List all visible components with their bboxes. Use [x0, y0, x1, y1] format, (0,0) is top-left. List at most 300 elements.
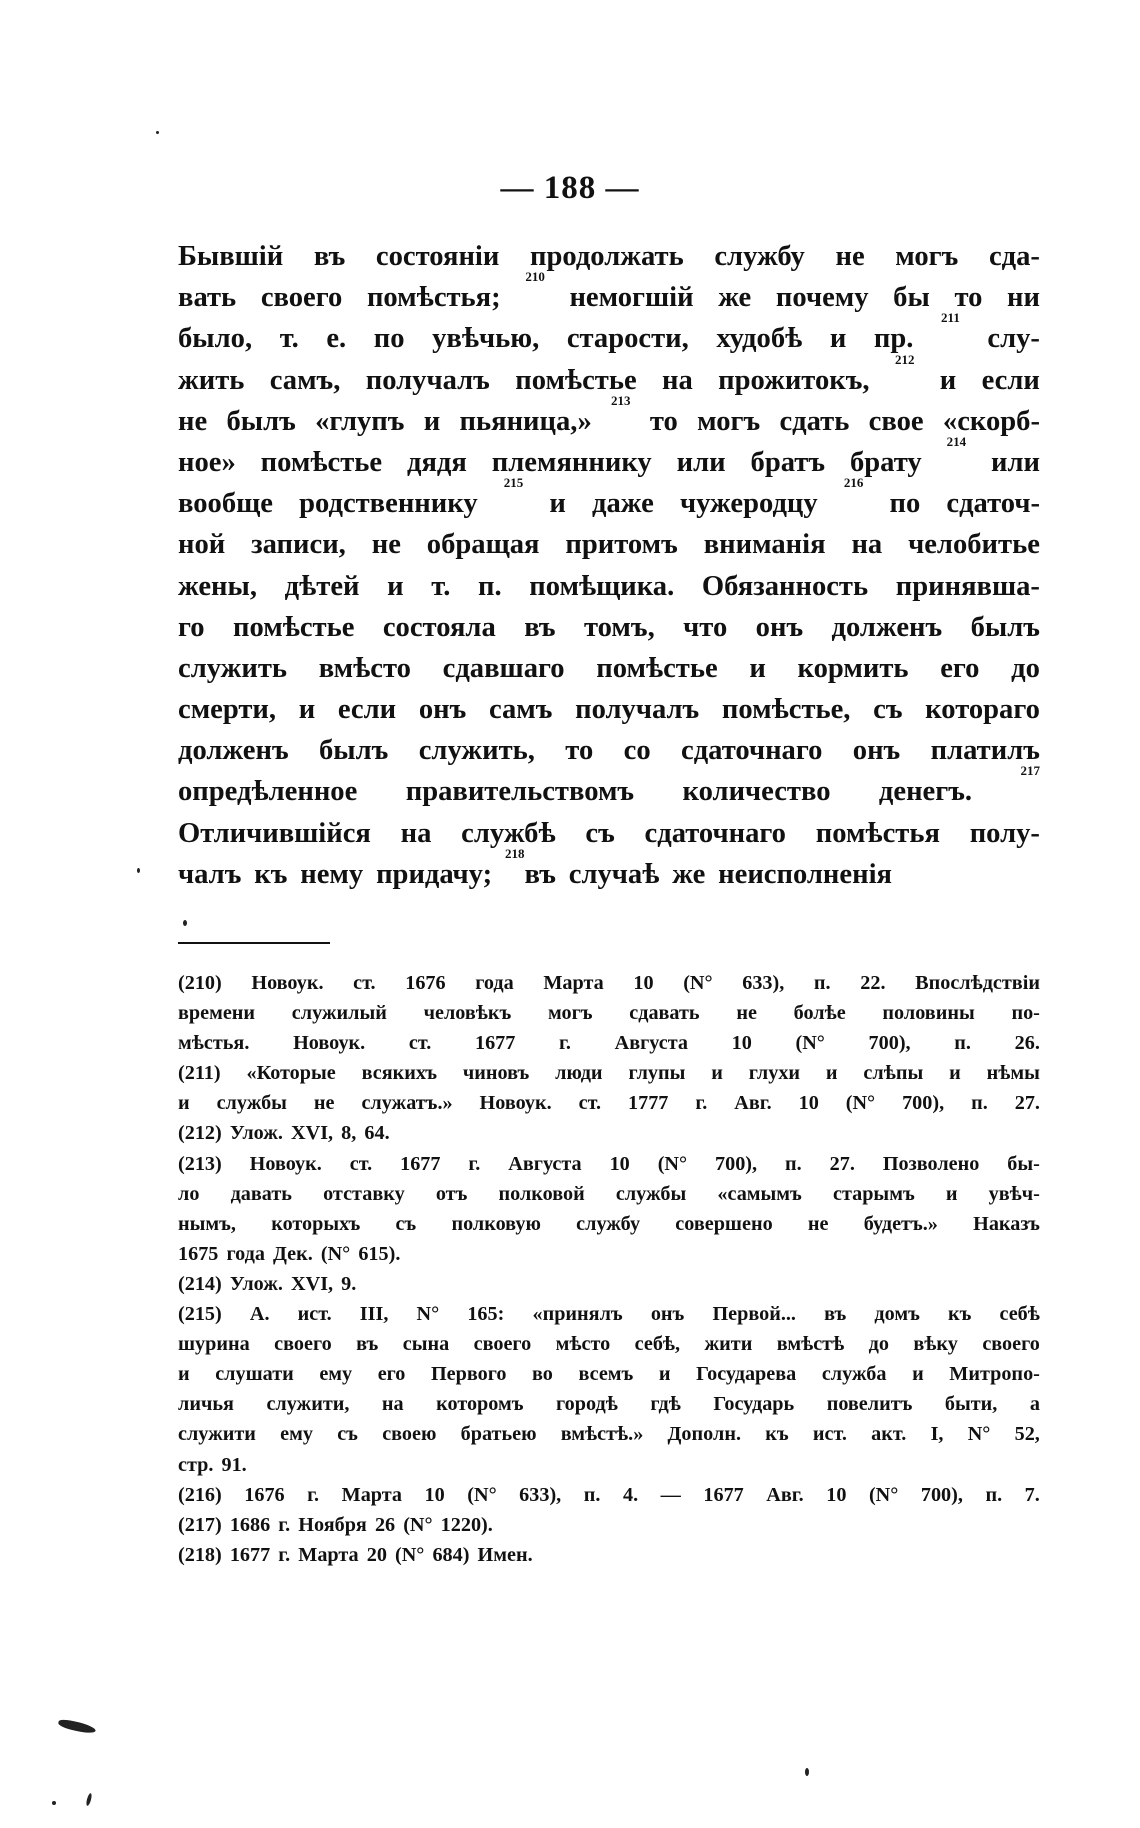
main-text-word: же [672, 858, 706, 890]
footnote-word: сына [402, 1333, 450, 1356]
footnote-word: вмѣстѣ.» [560, 1423, 644, 1446]
footnote-word: акт. [871, 1423, 907, 1446]
footnote-word: мѣсто [555, 1333, 611, 1356]
footnote-word: Улож. [229, 1272, 283, 1295]
footnote-word: въ [356, 1333, 379, 1356]
footnote-word: (N° [657, 1152, 688, 1175]
footnote-word: будетъ.» [863, 1212, 938, 1235]
main-text-word: Обязанность [701, 570, 869, 602]
main-text-word: состояніи [375, 241, 500, 272]
footnote-word: «принялъ [532, 1303, 623, 1326]
footnote-word: (214) [178, 1272, 222, 1295]
footnote-word: вмѣстѣ [776, 1333, 845, 1356]
main-text-word: е. [326, 323, 347, 355]
footnote-word: 684) [432, 1543, 470, 1566]
main-text-word: вообще [178, 488, 273, 520]
footnote-word: Новоук. [479, 1092, 552, 1115]
main-text-word: служить [178, 652, 288, 684]
main-text-word: долженъ [178, 735, 289, 767]
footnote-word: старымъ [832, 1182, 915, 1205]
footnote-word: гдѣ [650, 1393, 681, 1416]
footnote-line [178, 1149, 1040, 1179]
main-text-word: неисполненія [718, 858, 892, 890]
footnote-word: вѣку [913, 1333, 958, 1356]
footnote-word: — [660, 1483, 681, 1506]
main-text-word: вать [178, 282, 237, 314]
main-text-word: пр. [873, 323, 914, 355]
footnote-word: глупы [628, 1062, 686, 1085]
footnote-word: 7. [1024, 1483, 1040, 1506]
footnote-word: своею [382, 1423, 437, 1446]
footnote-word: не [807, 1212, 829, 1235]
footnote-word: Наказъ [973, 1212, 1040, 1235]
footnote-line [178, 1359, 1040, 1389]
footnote-line [178, 1389, 1040, 1419]
main-text-word: слу- [987, 323, 1040, 355]
footnote-word: служба [821, 1363, 887, 1386]
footnote-word: сдавать [629, 1002, 700, 1025]
main-text-word: жить [178, 364, 245, 396]
footnote-word: N° [416, 1303, 440, 1326]
footnote-word: службу [576, 1212, 641, 1235]
footnote-word: глухи [748, 1062, 801, 1085]
main-text-word: не [178, 405, 208, 437]
footnote-word: 1677 [474, 1032, 516, 1055]
main-text-word: же [718, 282, 752, 314]
footnote-word: 165: [467, 1303, 505, 1326]
footnote-word: (216) [178, 1483, 222, 1506]
footnote-word: 1675 [178, 1242, 219, 1265]
main-text-word: и [939, 364, 957, 396]
main-text-word: помѣстья [815, 817, 940, 849]
main-text-word: Отличившійся [178, 817, 371, 849]
footnote-word: (218) [178, 1543, 222, 1566]
main-text-word: съ [585, 817, 615, 849]
footnote-word: Новоук. [249, 1152, 322, 1175]
footnote-line [178, 1028, 1040, 1058]
footnote-word: во [532, 1363, 553, 1386]
footnote-ref: 217 [1020, 763, 1040, 779]
main-text-word: могъ [697, 405, 761, 437]
footnote-word: 10 [826, 1483, 847, 1506]
main-text-word: смерти, [178, 694, 277, 726]
main-text-word: ной [178, 529, 226, 561]
footnote-word: Государь [713, 1393, 795, 1416]
footnote-word: служатъ.» [361, 1092, 453, 1115]
main-text-word: притомъ [565, 529, 678, 561]
main-text-word: Бывшій [178, 241, 284, 272]
footnote-line [178, 1058, 1040, 1088]
footnote-word: чиновъ [462, 1062, 530, 1085]
footnote-word: (210) [178, 972, 222, 994]
main-text-word: чужеродцу [679, 488, 818, 520]
main-text-word: ни [1007, 282, 1040, 314]
footnote-word: 700), [920, 1483, 963, 1506]
main-text-word: случаѣ [568, 858, 660, 890]
footnote-word: 700), [902, 1092, 945, 1115]
footnote-word: (211) [178, 1062, 221, 1085]
footnote-word: 1677 [229, 1543, 271, 1566]
footnote-word: III, [359, 1303, 389, 1326]
footnote-word: 1676 [244, 1483, 285, 1506]
footnote-word: (N° [868, 1483, 899, 1506]
main-text-word: былъ [970, 611, 1040, 643]
main-text-word: его [940, 652, 980, 684]
main-text-word: самъ, [269, 364, 341, 396]
footnote-word: 10 [731, 1032, 752, 1055]
footnote-word: шурина [178, 1333, 250, 1356]
main-text-word: денегъ. [878, 776, 973, 808]
footnote-word: бы- [1007, 1152, 1040, 1175]
footnote-word: 22. [860, 972, 886, 994]
footnote-word: Августа [508, 1152, 582, 1175]
footnote-word: ст. [349, 1152, 373, 1175]
footnote-word: п. [954, 1032, 971, 1055]
footnote-word: Марта [543, 972, 604, 994]
footnote-word: могъ [548, 1002, 593, 1025]
main-text-word: продолжать [529, 241, 684, 272]
footnote-word: Имен. [477, 1543, 533, 1566]
footnote-word: (N° [467, 1483, 497, 1506]
footnote-word: 52, [1014, 1423, 1040, 1446]
footnote-word: отъ [435, 1182, 468, 1205]
main-text-line [178, 475, 1040, 524]
main-text-word: и [749, 652, 766, 684]
footnote-word: ист. [812, 1423, 847, 1446]
footnote-word: Новоук. [251, 972, 324, 994]
footnote-word: не [736, 1002, 757, 1025]
main-text-word: въ [524, 611, 556, 643]
footnote-word: 26. [1014, 1032, 1040, 1055]
main-text-word: служить, [418, 735, 535, 767]
main-text-word: на [400, 817, 432, 849]
footnote-word: 1777 [628, 1092, 669, 1115]
footnote-word: года [475, 972, 514, 994]
footnote-rule [178, 942, 330, 944]
main-text-line [178, 524, 1040, 565]
footnote-word: п. [785, 1152, 802, 1175]
footnote-word: своего [473, 1333, 532, 1356]
scan-speck [52, 1801, 56, 1805]
main-text-word: вниманія [703, 529, 826, 561]
footnote-word: совершено [675, 1212, 773, 1235]
main-text-word: братъ [750, 446, 826, 478]
main-text-word: котораго [925, 694, 1040, 726]
main-text [178, 236, 1040, 895]
main-text-line [178, 351, 1040, 401]
main-text-line [178, 433, 1040, 483]
footnote-word: себѣ, [634, 1333, 681, 1356]
footnote-word: и [949, 1062, 961, 1085]
main-text-word: увѣчью, [432, 323, 540, 355]
main-text-word: дѣтей [284, 570, 360, 602]
footnote-word: 1220). [440, 1513, 493, 1536]
main-text-word: почему [775, 282, 869, 314]
main-text-word: что [683, 611, 728, 643]
footnote-word: своего [274, 1333, 332, 1356]
footnote-line [178, 1510, 1040, 1540]
footnote-word: Новоук. [293, 1032, 366, 1055]
footnote-ref: 211 [941, 310, 960, 326]
footnote-word: 4. [622, 1483, 639, 1506]
footnote-line [178, 1329, 1040, 1359]
footnote-word: по- [1011, 1002, 1040, 1025]
main-text-word: то [954, 282, 983, 314]
footnote-word: до [868, 1333, 889, 1356]
main-text-word: или [990, 446, 1040, 478]
main-text-word: по [889, 488, 921, 520]
footnote-word: Марта [298, 1543, 359, 1566]
footnote-word: Дек. [273, 1242, 313, 1265]
footnote-word: своего [982, 1333, 1040, 1356]
main-text-word: пьяница,» [459, 405, 592, 437]
footnote-word: г. [278, 1513, 291, 1536]
footnote-line [178, 968, 1040, 998]
main-text-word: чалъ [178, 858, 242, 890]
footnote-line [178, 1118, 1040, 1148]
footnote-word: г. [695, 1092, 708, 1115]
main-text-word: помѣстье [260, 446, 383, 478]
main-text-word: и [387, 570, 404, 602]
main-text-word: ное» [178, 446, 236, 478]
main-text-word: былъ [226, 405, 296, 437]
footnote-word: 1677 [703, 1483, 744, 1506]
footnote-word: домъ [874, 1303, 920, 1326]
footnote-word: служилый [291, 1002, 387, 1025]
footnote-word: городѣ [556, 1393, 618, 1416]
main-text-word: сдаточ- [946, 488, 1040, 520]
footnote-word: онъ [650, 1303, 685, 1326]
footnote-word: N° [967, 1423, 991, 1446]
main-text-word: было, [178, 323, 253, 355]
footnote-word: ист. [297, 1303, 332, 1326]
footnote-word: Позволено [882, 1152, 980, 1175]
footnote-word: п. [985, 1483, 1003, 1506]
main-text-word: брату [849, 446, 922, 478]
main-text-word: сдаточнаго [681, 735, 823, 767]
footnote-word: времени [178, 1002, 256, 1025]
footnote-word: Государева [696, 1363, 797, 1386]
footnote-word: Авг. [766, 1483, 804, 1506]
footnote-word: слѣпы [863, 1062, 924, 1085]
footnote-word: (N° [795, 1032, 825, 1055]
footnote-line [178, 1179, 1040, 1209]
main-text-word: и [423, 405, 441, 437]
footnote-ref: 213 [611, 392, 631, 408]
footnote-word: 10 [633, 972, 654, 994]
footnote-word: къ [765, 1423, 789, 1446]
footnote-word: п. [583, 1483, 601, 1506]
main-text-word: получалъ [365, 364, 490, 396]
footnote-word: 10 [609, 1152, 630, 1175]
main-text-line [178, 236, 1040, 277]
footnote-word: г. [307, 1483, 320, 1506]
main-text-word: полу- [969, 817, 1040, 849]
main-text-word: правительствомъ [405, 776, 635, 808]
main-text-line [178, 392, 1040, 442]
main-text-word: вмѣсто [318, 652, 411, 684]
main-text-word: по [373, 323, 405, 355]
footnote-word: г. [559, 1032, 571, 1055]
main-text-line [178, 607, 1040, 648]
footnote-word: 633), [519, 1483, 562, 1506]
main-text-word: дядя [407, 446, 467, 478]
footnote-word: (212) [178, 1122, 222, 1145]
main-text-word: долженъ [831, 611, 943, 643]
main-text-word: не [835, 241, 865, 272]
main-text-word: въ [524, 858, 556, 890]
footnote-word: Августа [614, 1032, 688, 1055]
main-text-word: родственнику [299, 488, 478, 520]
main-text-word: жены, [178, 570, 257, 602]
footnote-word: полковой [498, 1182, 585, 1205]
footnote-word: (N° [395, 1543, 425, 1566]
footnote-word: 9. [341, 1272, 357, 1295]
footnote-word: которыхъ [271, 1212, 361, 1235]
footnote-line [178, 1419, 1040, 1449]
main-text-word: «глупъ [315, 405, 405, 437]
main-text-word: могъ [895, 241, 959, 272]
footnote-word: и [945, 1182, 958, 1205]
footnote-ref: 214 [946, 433, 967, 449]
footnote-word: полковую [451, 1212, 541, 1235]
footnote-word: XVI, [291, 1272, 334, 1295]
main-text-word: придачу; [376, 858, 493, 890]
footnote-word: быти, [944, 1393, 998, 1416]
footnote-word: не [313, 1092, 335, 1115]
footnote-word: «Которые [246, 1062, 336, 1085]
footnote-word: Первой... [712, 1303, 796, 1326]
footnote-word: Марта [341, 1483, 403, 1506]
footnote-word: (217) [178, 1513, 222, 1536]
main-text-line [178, 730, 1040, 771]
footnote-word: себѣ [999, 1303, 1040, 1326]
footnote-word: и [912, 1363, 924, 1386]
main-text-word: и [829, 323, 847, 355]
footnote-word: и [658, 1363, 671, 1386]
main-text-word: го [178, 611, 205, 643]
footnote-line [178, 1088, 1040, 1118]
scan-speck [137, 868, 140, 873]
footnote-word: отставку [323, 1182, 405, 1205]
page-number: — 188 — [500, 170, 640, 206]
main-text-word: даже [592, 488, 654, 520]
footnote-word: Митропо- [949, 1363, 1040, 1386]
footnote-word: I, [930, 1423, 944, 1446]
main-text-word: помѣстье [596, 652, 718, 684]
footnote-word: (N° [845, 1092, 876, 1115]
scan-speck [85, 1793, 92, 1807]
main-text-word: кормить [797, 652, 909, 684]
main-text-word: самъ [488, 694, 553, 726]
footnote-word: службы [216, 1092, 287, 1115]
footnote-word: 27. [1014, 1092, 1040, 1115]
footnote-word: 1676 [405, 972, 446, 994]
footnote-word: нѣмы [986, 1062, 1040, 1085]
main-text-word: сдаточнаго [644, 817, 786, 849]
footnote-word: увѣч- [988, 1182, 1040, 1205]
footnote-ref: 212 [894, 351, 915, 367]
main-text-word: службу [714, 241, 805, 272]
main-text-word: записи, [251, 529, 346, 561]
footnote-line [178, 1540, 1040, 1570]
footnote-word: 10 [424, 1483, 445, 1506]
footnote-word: А. [249, 1303, 270, 1326]
main-text-word: помѣстье, [721, 694, 851, 726]
footnote-line [178, 1239, 1040, 1269]
footnote-word: съ [395, 1212, 417, 1235]
footnote-word: повелитъ [826, 1393, 913, 1416]
footnote-word: 8, [341, 1122, 357, 1145]
main-text-word: не [371, 529, 401, 561]
footnote-word: и [825, 1062, 838, 1085]
main-text-word: онъ [852, 735, 901, 767]
footnote-word: всемъ [578, 1363, 634, 1386]
footnote-word: XVI, [291, 1122, 334, 1145]
footnote-word: болѣе [793, 1002, 846, 1025]
footnote-word: ст. [578, 1092, 602, 1115]
footnote-word: Улож. [229, 1122, 283, 1145]
footnote-word: нымъ, [178, 1212, 236, 1235]
footnote-word: 700), [868, 1032, 911, 1055]
main-text-word: худобѣ [716, 323, 803, 355]
main-text-word: съ [873, 694, 903, 726]
main-text-word: на [851, 529, 883, 561]
main-text-word: количество [682, 776, 831, 808]
footnote-word: служити [178, 1423, 256, 1446]
main-text-word: челобитье [908, 529, 1040, 561]
main-text-word: и [298, 694, 316, 726]
main-text-word: онъ [755, 611, 804, 643]
main-text-line [178, 689, 1040, 730]
footnote-word: къ [947, 1303, 972, 1326]
main-text-word: или [676, 446, 726, 478]
main-text-word: состояла [382, 611, 496, 643]
footnote-word: давать [230, 1182, 292, 1205]
footnote-word: 91. [221, 1453, 247, 1476]
main-text-line [178, 813, 1040, 854]
main-text-word: нему [300, 858, 364, 890]
footnote-word: личья [178, 1393, 234, 1416]
main-text-word: принявша- [895, 570, 1040, 602]
footnote-word: человѣкъ [423, 1002, 512, 1025]
main-text-word: получалъ [575, 694, 700, 726]
footnote-word: ему [280, 1423, 313, 1446]
scan-speck [57, 1718, 96, 1735]
footnote-word: (N° [403, 1513, 433, 1536]
footnote-word: (N° [683, 972, 713, 994]
main-text-word: свое [868, 405, 924, 437]
footnote-ref: 216 [843, 475, 864, 491]
main-text-word: то [649, 405, 678, 437]
footnote-line [178, 1450, 1040, 1480]
scan-speck [805, 1768, 809, 1776]
main-text-word: если [337, 694, 397, 726]
footnote-word: на [381, 1393, 404, 1416]
footnote-word: ему [319, 1363, 353, 1386]
main-text-word: т. [431, 570, 451, 602]
footnote-line [178, 1269, 1040, 1299]
main-text-line [178, 648, 1040, 689]
main-text-word: сдавшаго [442, 652, 565, 684]
main-text-word: т. [279, 323, 299, 355]
scan-speck [183, 920, 187, 926]
footnote-word: 10 [798, 1092, 819, 1115]
main-text-word: въ [313, 241, 346, 272]
main-text-word: платилъ [930, 735, 1040, 767]
scan-speck [156, 131, 159, 134]
main-text-line [178, 845, 1040, 895]
